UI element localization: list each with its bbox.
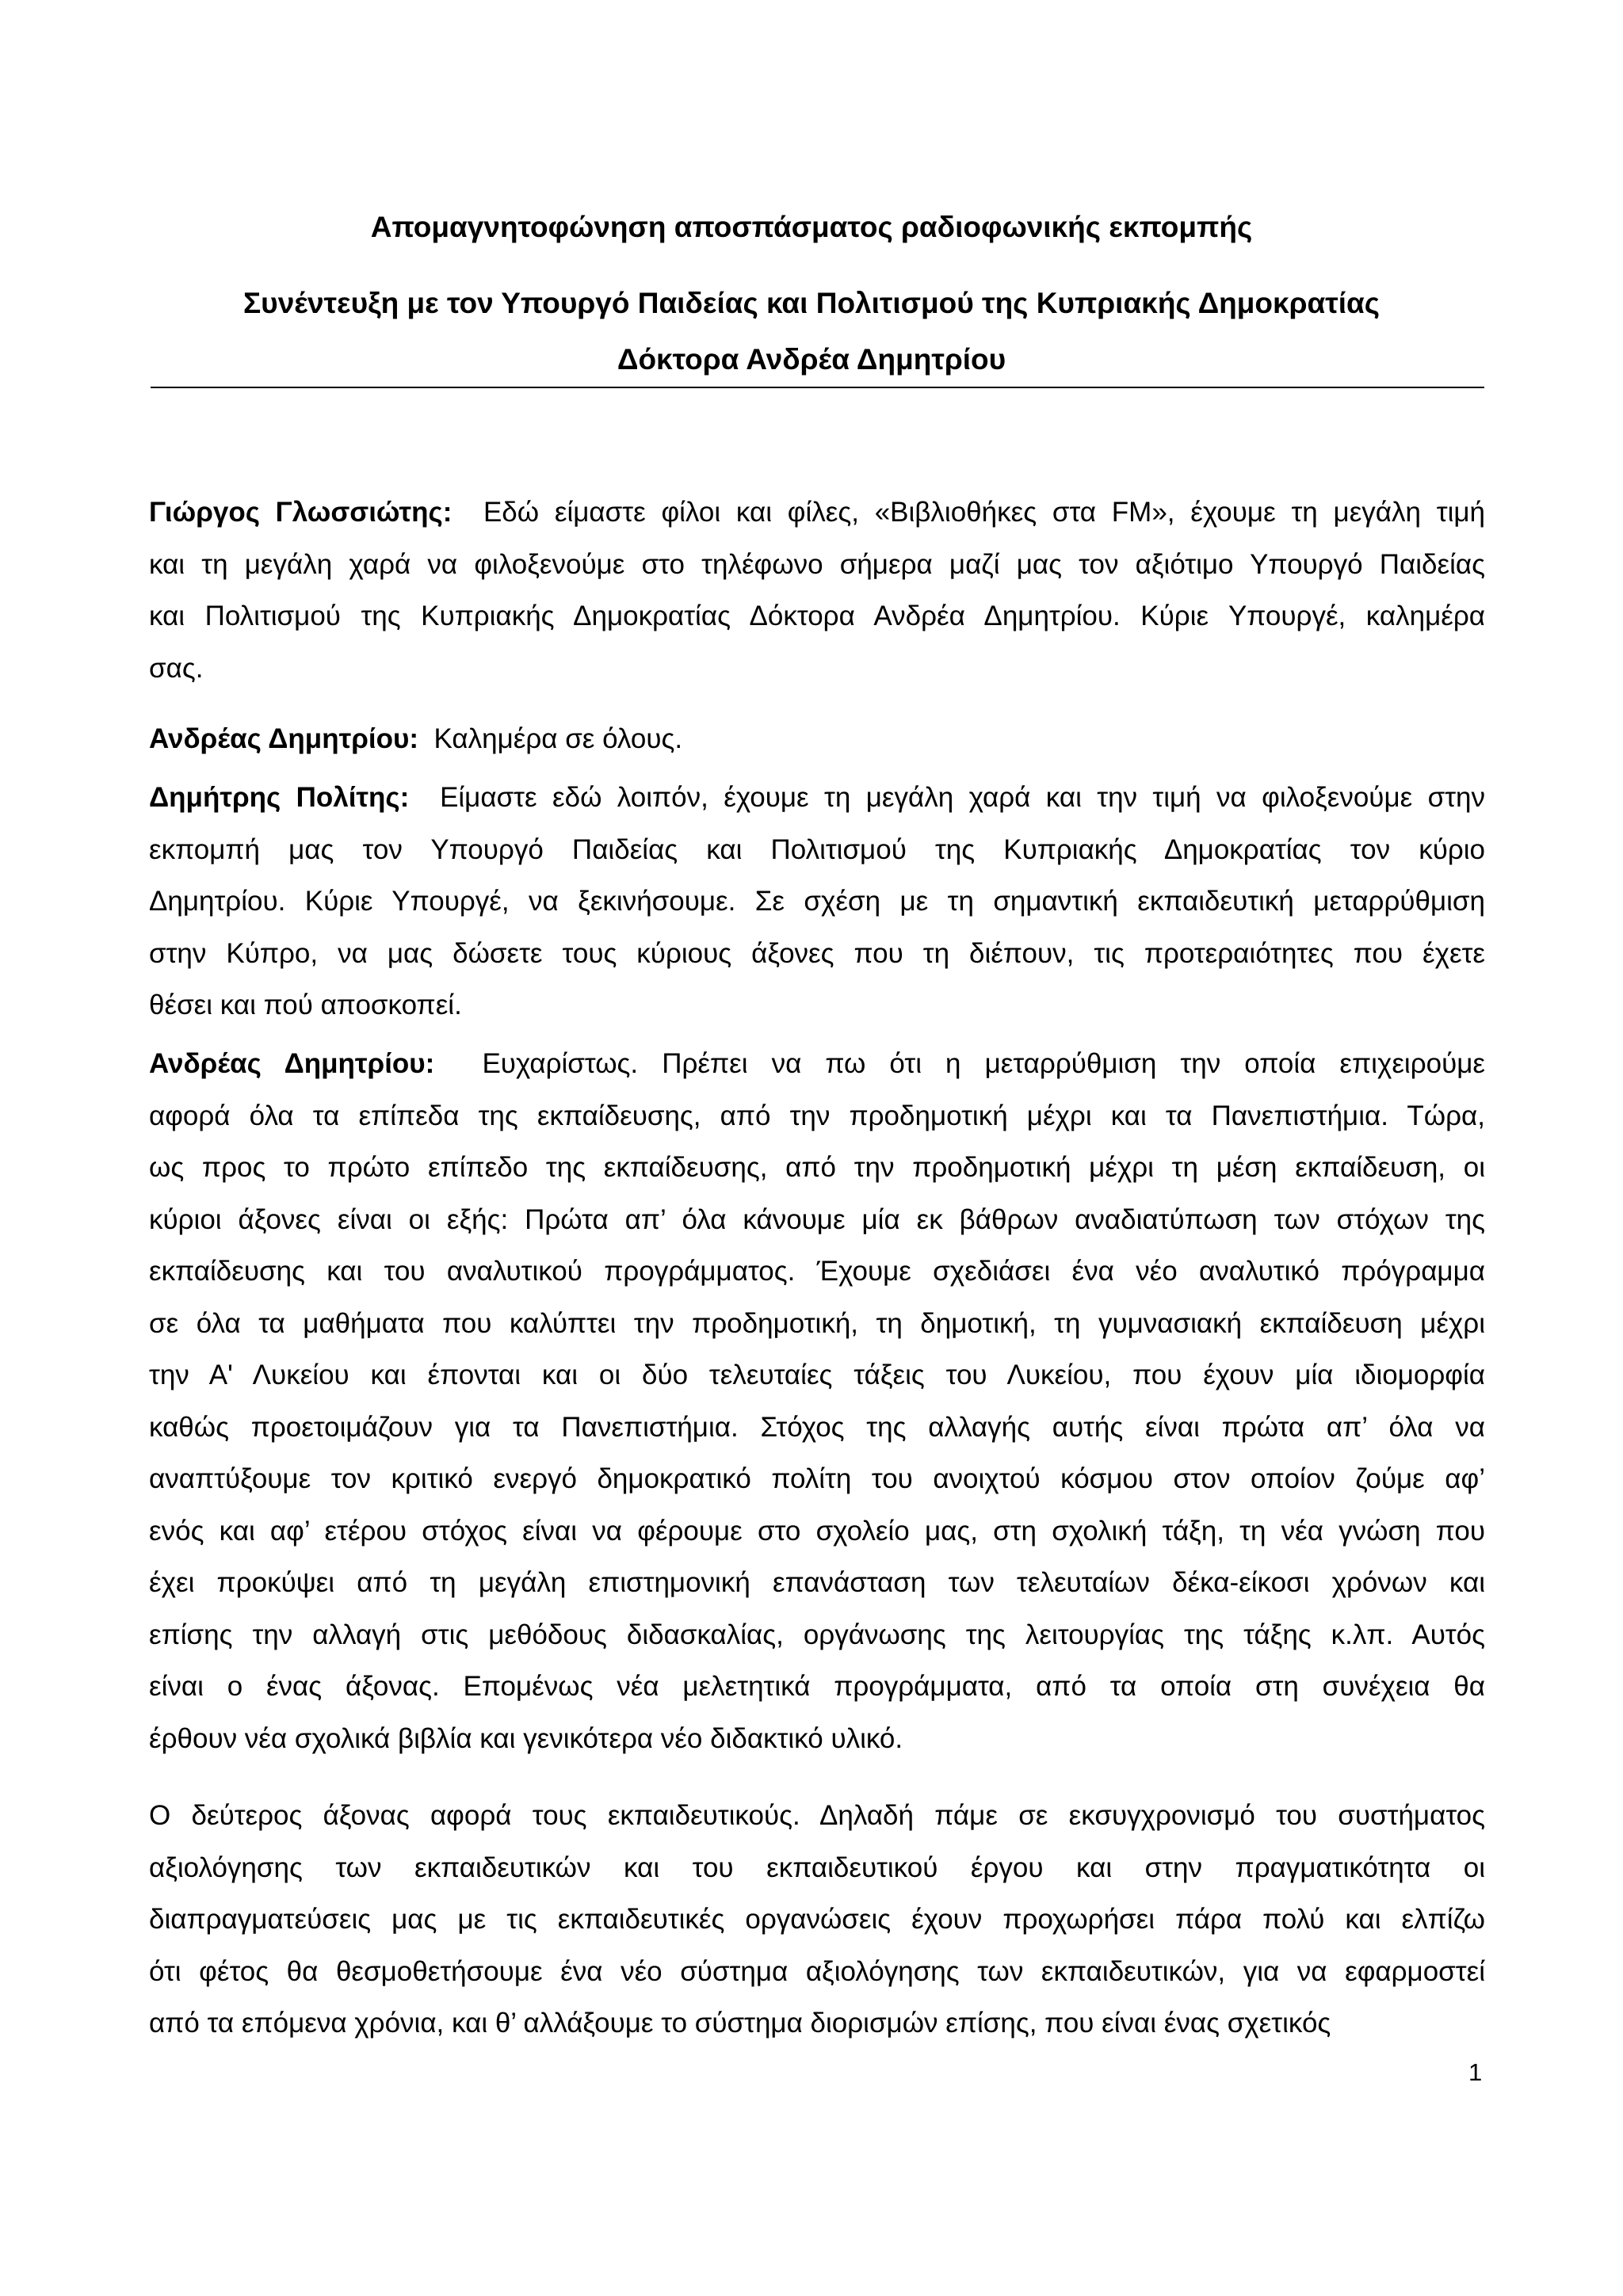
line-text: ενός και αφ’ ετέρου στόχος είναι να φέρουμε στο σχολείο μας, στη σχολική τάξη, τη νέα γνώση που bbox=[149, 1515, 1485, 1547]
text-line bbox=[149, 1894, 1485, 1946]
line-text: Εδώ είμαστε φίλοι και φίλες, «Βιβλιοθήκες στα FM», έχουμε τη μεγάλη τιμή bbox=[483, 497, 1486, 528]
text-line bbox=[149, 539, 1485, 591]
document-title: Απομαγνητοφώνηση αποσπάσματος ραδιοφωνικής εκπομπής bbox=[370, 211, 1253, 243]
text-line bbox=[149, 1453, 1485, 1505]
line-text: κύριοι άξονες είναι οι εξής: Πρώτα απ’ όλα κάνουμε μία εκ βάθρων αναδιατύπωση των στόχων της bbox=[149, 1203, 1485, 1235]
text-line bbox=[149, 772, 1485, 824]
header-divider bbox=[151, 387, 1484, 388]
line-text: ότι φέτος θα θεσμοθετήσουμε ένα νέο σύστημα αξιολόγησης των εκπαιδευτικών, για να εφαρμοστεί bbox=[149, 1955, 1485, 1987]
line-text: εκπαίδευσης και του αναλυτικού προγράμματος. Έχουμε σχεδιάσει ένα νέο αναλυτικό πρόγραμμα bbox=[149, 1256, 1485, 1287]
text-line bbox=[149, 1842, 1485, 1894]
text-line bbox=[149, 928, 1485, 980]
text-line bbox=[149, 979, 1485, 1032]
text-line bbox=[149, 1142, 1485, 1194]
text-line bbox=[149, 1505, 1485, 1558]
text-line bbox=[149, 1298, 1485, 1350]
speaker-name: Ανδρέας Δημητρίου: bbox=[149, 723, 418, 754]
text-line bbox=[149, 1402, 1485, 1454]
line-text: διαπραγματεύσεις μας με τις εκπαιδευτικές οργανώσεις έχουν προχωρήσει πάρα πολύ και ελπίζω bbox=[149, 1904, 1485, 1935]
speaker-name: Ανδρέας Δημητρίου: bbox=[149, 1048, 435, 1079]
line-text: αξιολόγησης των εκπαιδευτικών και του εκπαιδευτικού έργου και στην πραγματικότητα οι bbox=[149, 1852, 1485, 1883]
document-subtitle-name: Δόκτορα Ανδρέα Δημητρίου bbox=[617, 343, 1006, 376]
text-line bbox=[149, 1997, 1485, 2050]
speaker-name: Δημήτρης Πολίτης: bbox=[149, 782, 410, 813]
text-line bbox=[149, 824, 1485, 876]
line-text: είναι ο ένας άξονας. Επομένως νέα μελετητικά προγράμματα, από τα οποία στη συνέχεια θα bbox=[149, 1671, 1485, 1702]
page-number: 1 bbox=[1468, 2058, 1483, 2086]
text-line bbox=[149, 1713, 1485, 1765]
text-line bbox=[149, 1194, 1485, 1246]
line-text: ως προς το πρώτο επίπεδο της εκπαίδευσης, από την προδημοτική μέχρι τη μέση εκπαίδευση, οι bbox=[149, 1152, 1485, 1183]
text-line bbox=[149, 1609, 1485, 1661]
text-line bbox=[149, 1038, 1485, 1090]
speaker-name: Γιώργος Γλωσσιώτης: bbox=[149, 497, 453, 528]
text-line bbox=[149, 1349, 1485, 1402]
text-line bbox=[149, 1557, 1485, 1609]
line-text: Καλημέρα σε όλους. bbox=[433, 723, 683, 754]
line-text: Ευχαρίστως. Πρέπει να πω ότι η μεταρρύθμιση την οποία επιχειρούμε bbox=[482, 1048, 1485, 1079]
line-text: αναπτύξουμε τον κριτικό ενεργό δημοκρατικό πολίτη του ανοιχτού κόσμου στον οποίον ζούμε αφ’ bbox=[149, 1463, 1485, 1494]
line-text: θέσει και πού αποσκοπεί. bbox=[149, 990, 462, 1020]
text-line bbox=[149, 713, 1485, 765]
text-line bbox=[149, 1790, 1485, 1842]
line-text: στην Κύπρο, να μας δώσετε τους κύριους άξονες που τη διέπουν, τις προτεραιότητες που έχετε bbox=[149, 937, 1485, 969]
line-text: σας. bbox=[149, 652, 204, 684]
text-line bbox=[149, 1661, 1485, 1713]
line-text: Είμαστε εδώ λοιπόν, έχουμε τη μεγάλη χαρά και την τιμή να φιλοξενούμε στην bbox=[440, 782, 1485, 813]
line-text: και Πολιτισμού της Κυπριακής Δημοκρατίας Δόκτορα Ανδρέα Δημητρίου. Κύριε Υπουργέ, καλημέρα bbox=[149, 601, 1485, 631]
text-line bbox=[149, 1090, 1485, 1142]
line-text: εκπομπή μας τον Υπουργό Παιδείας και Πολιτισμού της Κυπριακής Δημοκρατίας τον κύριο bbox=[149, 833, 1485, 865]
line-text: την Α' Λυκείου και έπονται και οι δύο τελευταίες τάξεις του Λυκείου, που έχουν μία ιδιομορφία bbox=[149, 1360, 1485, 1390]
line-text: αφορά όλα τα επίπεδα της εκπαίδευσης, από την προδημοτική μέχρι και τα Πανεπιστήμια. Τώρα, bbox=[149, 1100, 1485, 1131]
text-line bbox=[149, 590, 1485, 643]
text-line bbox=[149, 875, 1485, 928]
text-line bbox=[149, 1946, 1485, 1998]
line-text: Ο δεύτερος άξονας αφορά τους εκπαιδευτικούς. Δηλαδή πάμε σε εκσυγχρονισμό του συστήματος bbox=[149, 1800, 1485, 1831]
line-text: σε όλα τα μαθήματα που καλύπτει την προδημοτική, τη δημοτική, τη γυμνασιακή εκπαίδευση μέχρι bbox=[149, 1307, 1485, 1339]
line-text: Δημητρίου. Κύριε Υπουργέ, να ξεκινήσουμε. Σε σχέση με τη σημαντική εκπαιδευτική μεταρρύθμιση bbox=[149, 886, 1485, 917]
line-text: από τα επόμενα χρόνια, και θ’ αλλάξουμε το σύστημα διορισμών επίσης, που είναι ένας σχετικός bbox=[149, 2008, 1331, 2039]
line-text: καθώς προετοιμάζουν για τα Πανεπιστήμια. Στόχος της αλλαγής αυτής είναι πρώτα απ’ όλα να bbox=[149, 1411, 1485, 1443]
text-line bbox=[149, 486, 1485, 539]
line-text: επίσης την αλλαγή στις μεθόδους διδασκαλίας, οργάνωσης της λειτουργίας της τάξης κ.λπ. Αυτός bbox=[149, 1619, 1485, 1650]
document-subtitle: Συνέντευξη με τον Υπουργό Παιδείας και Πολιτισμού της Κυπριακής Δημοκρατίας bbox=[242, 287, 1381, 319]
line-text: έρθουν νέα σχολικά βιβλία και γενικότερα νέο διδακτικό υλικό. bbox=[149, 1722, 903, 1754]
line-text: έχει προκύψει από τη μεγάλη επιστημονική επανάσταση των τελευταίων δέκα-είκοσι χρόνων και bbox=[149, 1567, 1485, 1598]
text-line bbox=[149, 1245, 1485, 1298]
text-line bbox=[149, 643, 1485, 695]
line-text: και τη μεγάλη χαρά να φιλοξενούμε στο τηλέφωνο σήμερα μαζί μας τον αξιότιμο Υπουργό Παιδείας bbox=[149, 548, 1485, 580]
